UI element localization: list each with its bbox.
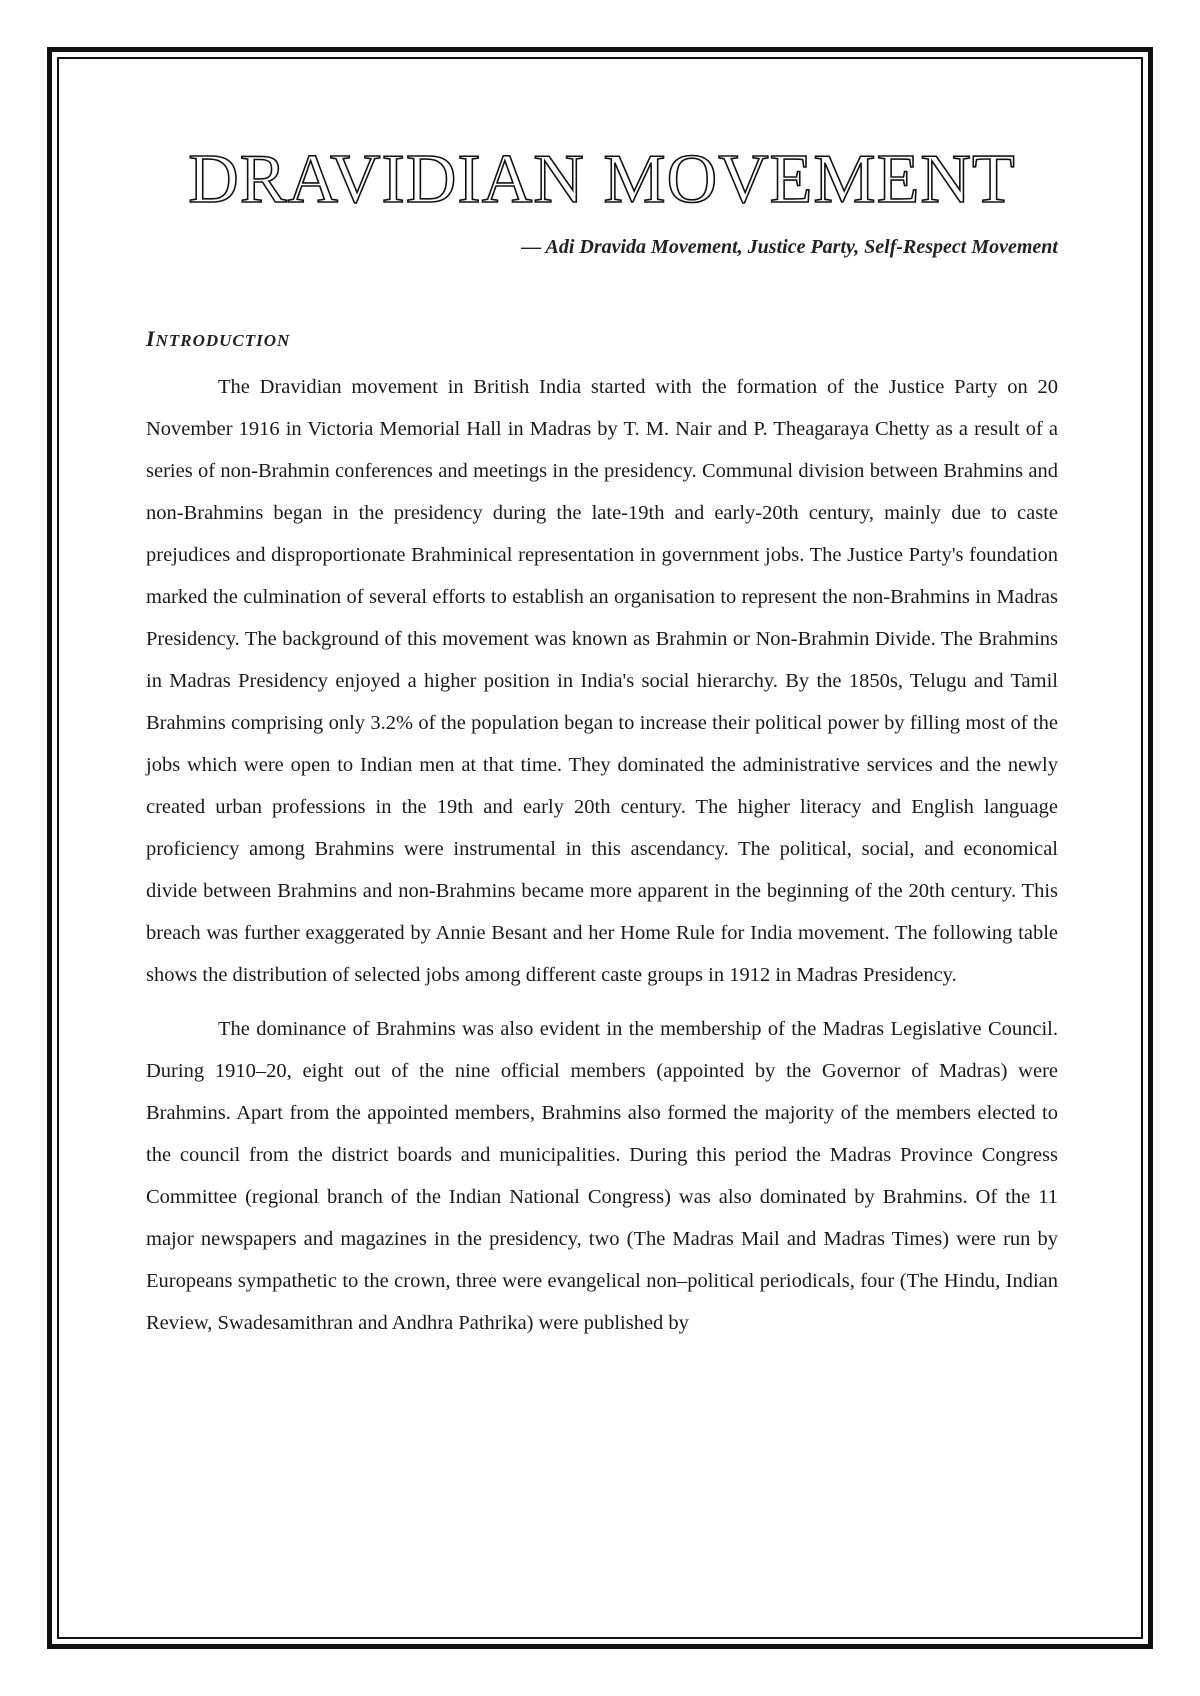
document-body [146,140,1058,1344]
paragraph-introduction-1: The Dravidian movement in British India started with the formation of the Justice Party on 20 November 1916 in Victoria Memorial Hall in Madras by T. M. Nair and P. Theagaraya Chetty as a result of a series of non-Brahmin conferences and meetings in the presidency. Communal division between Brahmins and non-Brahmins began in the presidency during the late-19th and early-20th century, mainly due to caste prejudices and disproportionate Brahminical representation in government jobs. The Justice Party's foundation marked the culmination of several efforts to establish an organisation to represent the non-Brahmins in Madras Presidency. The background of this movement was known as Brahmin or Non-Brahmin Divide. The Brahmins in Madras Presidency enjoyed a higher position in India's social hierarchy. By the 1850s, Telugu and Tamil Brahmins comprising only 3.2% of the population began to increase their political power by filling most of the jobs which were open to Indian men at that time. They dominated the administrative services and the newly created urban professions in the 19th and early 20th century. The higher literacy and English language proficiency among Brahmins were instrumental in this ascendancy. The political, social, and economical divide between Brahmins and non-Brahmins became more apparent in the beginning of the 20th century. This breach was further exaggerated by Annie Besant and her Home Rule for India movement. The following table shows the distribution of selected jobs among different caste groups in 1912 in Madras Presidency. [146,376,1058,986]
paragraph-introduction-2: The dominance of Brahmins was also evident in the membership of the Madras Legislative Council. During 1910–20, eight out of the nine official members (appointed by the Governor of Madras) were Brahmins. Apart from the appointed members, Brahmins also formed the majority of the members elected to the council from the district boards and municipalities. During this period the Madras Province Congress Committee (regional branch of the Indian National Congress) was also dominated by Brahmins. Of the 11 major newspapers and magazines in the presidency, two (The Madras Mail and Madras Times) were run by Europeans sympathetic to the crown, three were evangelical non–political periodicals, four (The Hindu, Indian Review, Swadesamithran and Andhra Pathrika) were published by [146,1018,1058,1334]
document-title: DRAVIDIAN MOVEMENT [188,141,1016,218]
document-subtitle: — Adi Dravida Movement, Justice Party, Self-Respect Movement [521,236,1058,258]
section-heading-introduction: INTRODUCTION [146,326,291,351]
